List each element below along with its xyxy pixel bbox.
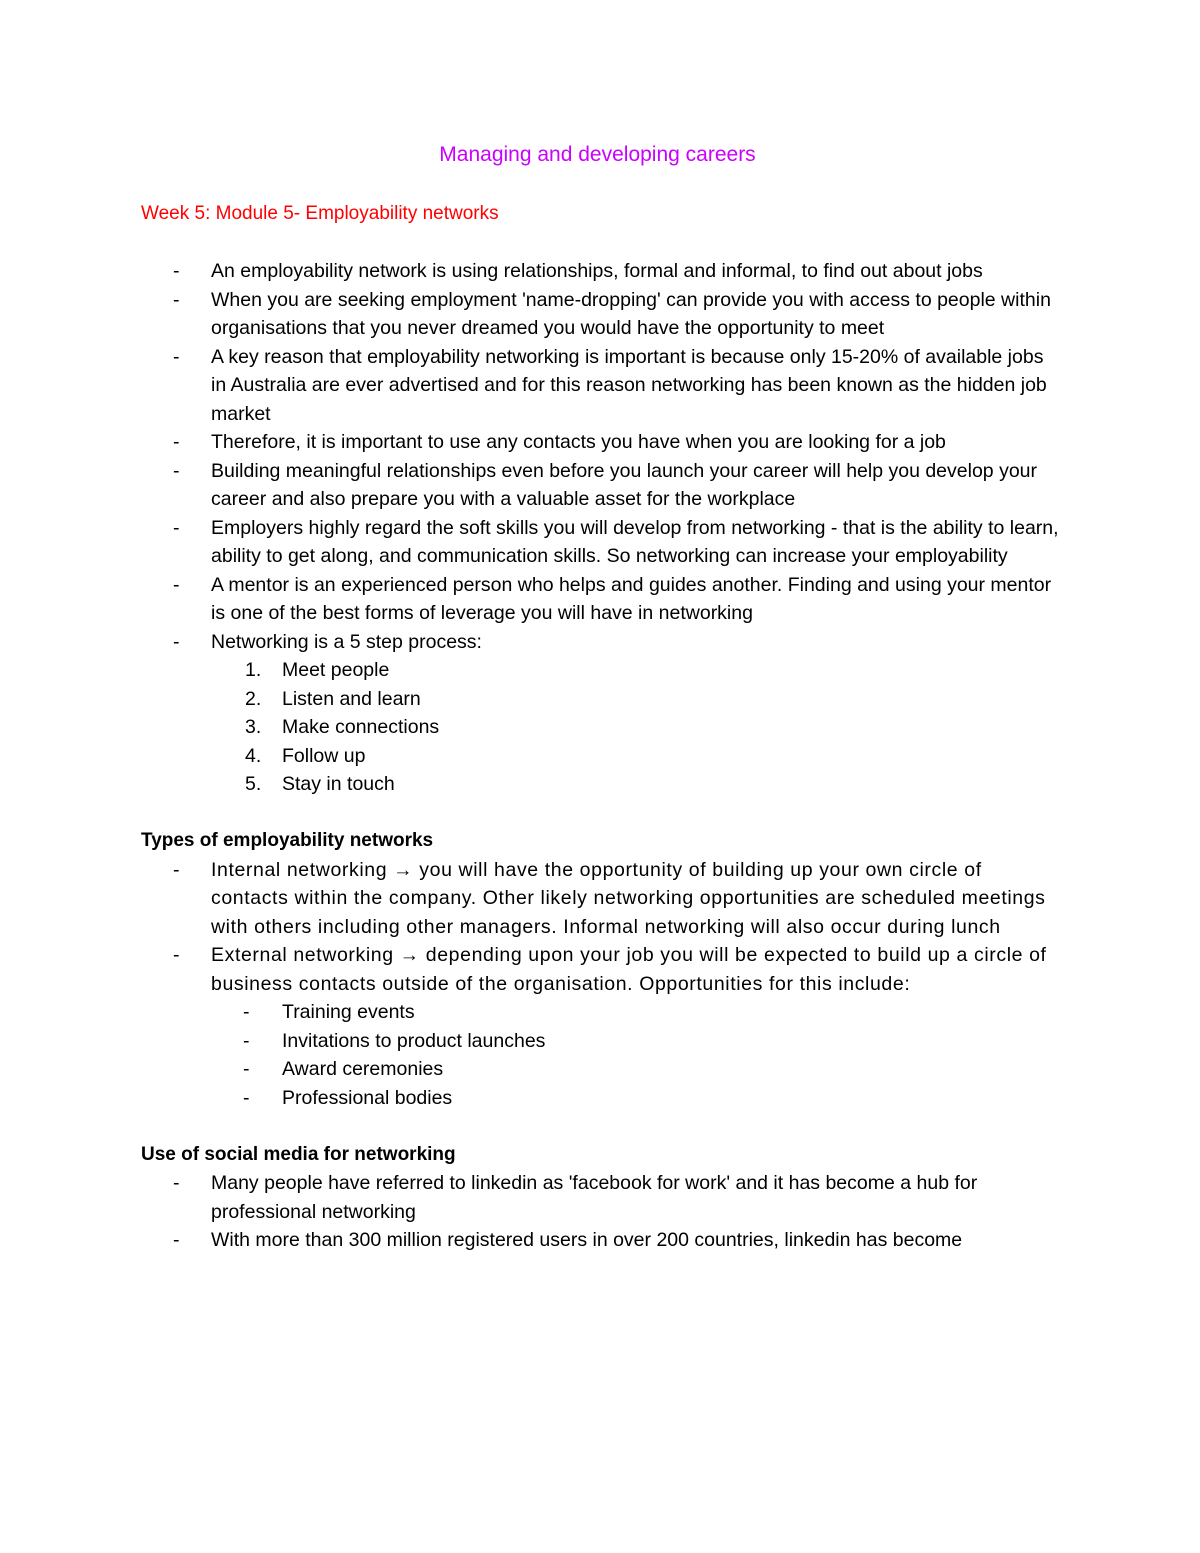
bullet-dash: - xyxy=(173,345,180,368)
bullet-dash: - xyxy=(173,1229,180,1251)
bullet-dash: - xyxy=(243,1001,250,1023)
bullet-dash: - xyxy=(173,858,181,881)
list-item-text: An employability network is using relationships, formal and informal, to find out about jobs xyxy=(211,260,983,282)
list-item xyxy=(141,1226,1061,1255)
bullet-dash: - xyxy=(173,630,180,653)
social-bullet-list xyxy=(141,1169,1061,1255)
list-item-text: External networking → depending upon your job you will be expected to build up a circle of business contacts outside of the organisation. Opportunities for this include: xyxy=(211,944,1047,995)
list-item-text: A mentor is an experienced person who helps and guides another. Finding and using your mentor is one of the best forms of leverage you will have in networking xyxy=(211,573,1052,624)
step-number: 3. xyxy=(245,716,262,738)
step-item xyxy=(141,742,1061,771)
bullet-dash: - xyxy=(173,944,181,966)
bullet-dash: - xyxy=(243,1086,250,1109)
sub-list-item xyxy=(141,998,1061,1027)
list-item-text: A key reason that employability networking is important is because only 15-20% of available jobs in Australia are ever advertised and for this reason networking has been known as the hidden job market xyxy=(211,345,1047,425)
bullet-dash: - xyxy=(173,459,180,482)
list-item xyxy=(141,941,1061,998)
step-text: Meet people xyxy=(282,659,390,681)
list-item xyxy=(141,571,1061,628)
list-item xyxy=(141,257,1061,286)
list-item xyxy=(141,856,1061,942)
step-number: 4. xyxy=(245,744,262,767)
step-item xyxy=(141,656,1061,685)
list-item xyxy=(141,343,1061,429)
step-number: 5. xyxy=(245,773,262,795)
sub-list-item-text: Professional bodies xyxy=(282,1086,453,1109)
step-number: 2. xyxy=(245,687,262,710)
bullet-dash: - xyxy=(173,288,180,311)
step-text: Stay in touch xyxy=(282,773,395,795)
sub-list-item-text: Award ceremonies xyxy=(282,1058,444,1080)
step-text: Listen and learn xyxy=(282,687,421,710)
list-item-text: Therefore, it is important to use any contacts you have when you are looking for a job xyxy=(211,431,946,453)
list-item-text: Internal networking → you will have the opportunity of building up your own circle of contacts within the company. Other likely networking opportunities are scheduled meetings with others including other managers. Informal networking will also occur during lunch xyxy=(211,858,1046,938)
sub-list-item-text: Training events xyxy=(282,1001,415,1023)
list-item-text: Building meaningful relationships even before you launch your career will help you develop your career and also prepare you with a valuable asset for the workplace xyxy=(211,459,1037,510)
list-item-text: Employers highly regard the soft skills you will develop from networking - that is the ability to learn, ability to get along, and communication skills. So networking can increase your employability xyxy=(211,516,1059,567)
bullet-dash: - xyxy=(173,431,180,453)
sub-list-item xyxy=(141,1027,1061,1056)
step-number: 1. xyxy=(245,659,262,681)
intro-bullet-list xyxy=(141,257,1061,656)
step-item xyxy=(141,770,1061,799)
list-item xyxy=(141,428,1061,457)
step-item xyxy=(141,685,1061,714)
step-item xyxy=(141,713,1061,742)
sub-list-item xyxy=(141,1055,1061,1084)
list-item xyxy=(141,628,1061,657)
list-item-text: Networking is a 5 step process: xyxy=(211,630,482,653)
list-item-text: Many people have referred to linkedin as 'facebook for work' and it has become a hub for professional networking xyxy=(211,1172,978,1223)
step-text: Follow up xyxy=(282,744,366,767)
bullet-dash: - xyxy=(243,1029,250,1052)
bullet-dash: - xyxy=(173,573,180,596)
list-item xyxy=(141,457,1061,514)
bullet-dash: - xyxy=(173,260,180,282)
step-text: Make connections xyxy=(282,716,440,738)
section-spacer xyxy=(141,1112,1061,1141)
document-title: Managing and developing careers xyxy=(439,143,756,166)
external-opportunities-list xyxy=(141,998,1061,1112)
list-item xyxy=(141,1169,1061,1226)
bullet-dash: - xyxy=(173,1172,180,1194)
sub-list-item xyxy=(141,1084,1061,1113)
module-subtitle: Week 5: Module 5- Employability networks xyxy=(141,203,499,224)
bullet-dash: - xyxy=(243,1058,250,1080)
list-item-text: When you are seeking employment 'name-dropping' can provide you with access to people within organisations that you never dreamed you would have the opportunity to meet xyxy=(211,288,1051,339)
bullet-dash: - xyxy=(173,516,180,539)
document-body xyxy=(141,257,1061,1255)
list-item-text: With more than 300 million registered users in over 200 countries, linkedin has become xyxy=(211,1229,963,1251)
social-media-heading: Use of social media for networking xyxy=(141,1143,456,1165)
section-spacer xyxy=(141,799,1061,828)
types-heading: Types of employability networks xyxy=(141,830,434,851)
types-bullet-list xyxy=(141,856,1061,999)
list-item xyxy=(141,286,1061,343)
list-item xyxy=(141,514,1061,571)
sub-list-item-text: Invitations to product launches xyxy=(282,1029,546,1052)
networking-steps-list xyxy=(141,656,1061,799)
